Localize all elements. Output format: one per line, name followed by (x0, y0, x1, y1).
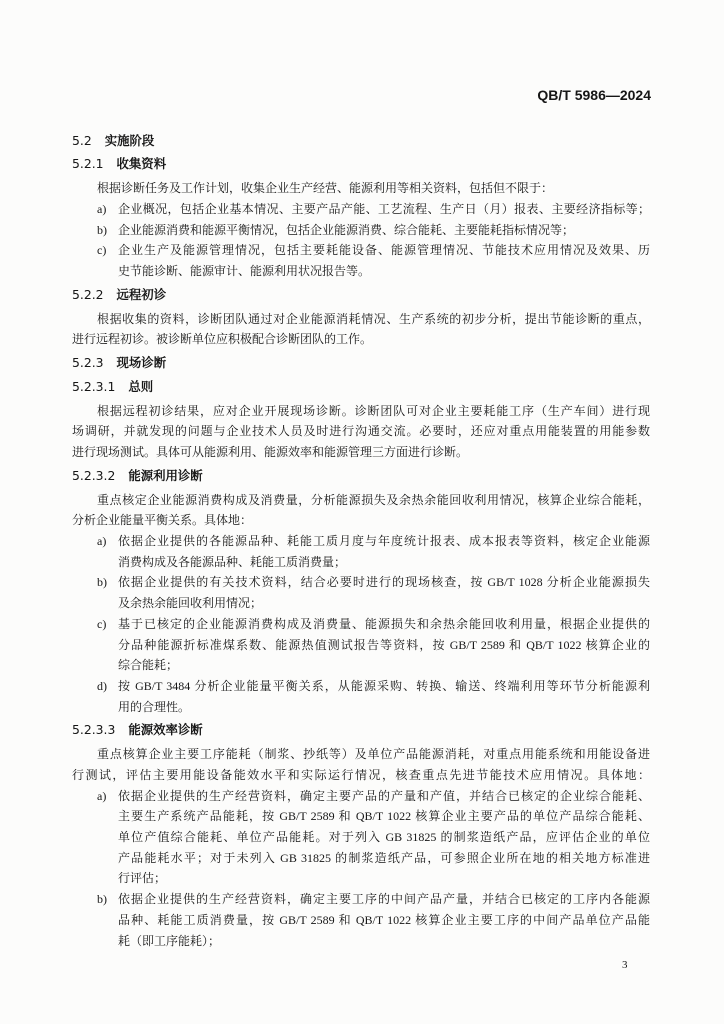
list-item-text (118, 572, 650, 613)
paragraph (72, 309, 650, 350)
text-line: 重点核定企业能源消费构成及消费量，分析能源损失及余热余能回收利用情况，核算企业综合能耗， (97, 492, 650, 507)
list-item-text (118, 531, 650, 572)
text-line: 根据远程初诊结果，应对企业开展现场诊断。诊断团队可对企业主要耗能工序（生产车间）进行现 (97, 403, 650, 418)
text-line: 企业概况，包括企业基本情况、主要产品产能、工艺流程、生产日（月）报表、主要经济指标等； (118, 201, 650, 216)
list-item-text (118, 786, 650, 890)
list-item-text (118, 240, 650, 281)
list-marker: a) (97, 788, 107, 803)
text-line: 及余热余能回收利用情况； (118, 596, 263, 611)
section-number: 5.2.2 (72, 286, 104, 302)
text-line: 行评估； (118, 871, 167, 886)
text-line: 主要生产系统产品能耗，按 GB/T 2589 和 QB/T 1022 核算企业主要产品的单位产品综合能耗、 (118, 809, 650, 824)
paragraph (72, 401, 650, 463)
list-marker: a) (97, 201, 107, 216)
text-line: 分析企业能量平衡关系。具体地： (72, 513, 253, 528)
list-item (72, 240, 650, 281)
paragraph (72, 744, 650, 785)
section-title: 现场诊断 (116, 355, 167, 371)
list-item (72, 786, 650, 890)
standard-code: QB/T 5986—2024 (537, 87, 651, 103)
text-line: 按 GB/T 3484 分析企业能量平衡关系，从能源采购、转换、输送、终端利用等环节分析能源利 (118, 678, 650, 693)
section-heading-5-2-3-1 (72, 377, 650, 398)
list-item-text (118, 614, 650, 676)
list-item (72, 220, 650, 241)
section-heading-5-2-1 (72, 154, 650, 175)
text-line: 进行远程初诊。被诊断单位应积极配合诊断团队的工作。 (72, 332, 373, 347)
list-item (72, 199, 650, 220)
section-title: 实施阶段 (104, 132, 155, 148)
text-line: 耗（即工序能耗）； (118, 933, 221, 948)
text-line: 依据企业提供的各能源品种、耗能工质月度与年度统计报表、成本报表等资料，核定企业能源 (118, 534, 650, 548)
text-line: 史节能诊断、能源审计、能源利用状况报告等。 (118, 263, 371, 278)
list-item-text (118, 199, 650, 220)
list-item (72, 614, 650, 676)
list-item-text (118, 676, 650, 717)
page-number: 3 (622, 959, 628, 971)
list-marker: d) (97, 678, 107, 693)
section-title: 总则 (128, 378, 154, 394)
list-marker: c) (97, 243, 107, 258)
section-title: 远程初诊 (116, 286, 167, 302)
section-number: 5.2.3.2 (72, 467, 116, 483)
text-line: 根据收集的资料，诊断团队通过对企业能源消耗情况、生产系统的初步分析，提出节能诊断的重点， (97, 311, 650, 326)
text-line: 企业能源消费和能源平衡情况，包括企业能源消费、综合能耗、主要能耗指标情况等； (118, 222, 575, 237)
document-body (72, 128, 650, 952)
list-marker: b) (97, 892, 107, 907)
text-line: 依据企业提供的有关技术资料，结合必要时进行的现场核查，按 GB/T 1028 分析企业能源损失 (118, 575, 650, 590)
section-number: 5.2.1 (72, 156, 104, 172)
section-number: 5.2 (72, 132, 92, 148)
paragraph (72, 490, 650, 531)
list-item (72, 676, 650, 717)
text-line: 依据企业提供的生产经营资料，确定主要产品的产量和产值，并结合已核定的企业综合能耗、 (118, 788, 650, 803)
section-heading-5-2 (72, 131, 650, 152)
list-marker: c) (97, 616, 107, 631)
list-item (72, 531, 650, 572)
text-line: 场调研，并就发现的问题与企业技术人员及时进行沟通交流。必要时，还应对重点用能装置的用能参数 (72, 424, 650, 439)
list-item-text (118, 889, 650, 951)
list-marker: b) (97, 222, 107, 237)
section-number: 5.2.3 (72, 355, 104, 371)
list-item (72, 572, 650, 613)
text-line: 行测试，评估主要用能设备能效水平和实际运行情况，核查重点先进节能技术应用情况。具体地： (72, 767, 650, 782)
section-heading-5-2-3 (72, 353, 650, 374)
section-heading-5-2-3-2 (72, 466, 650, 487)
list-item (72, 889, 650, 951)
text-line: 进行现场测试。具体可从能源利用、能源效率和能源管理三方面进行诊断。 (72, 445, 469, 460)
section-number: 5.2.3.1 (72, 378, 116, 394)
section-number: 5.2.3.3 (72, 722, 116, 738)
text-line: 依据企业提供的生产经营资料，确定主要工序的中间产品产量，并结合已核定的工序内各能源 (118, 892, 650, 907)
text-line: 重点核算企业主要工序能耗（制浆、抄纸等）及单位产品能源消耗，对重点用能系统和用能设备进 (97, 747, 650, 762)
text-line: 产品能耗水平；对于未列入 GB 31825 的制浆造纸产品，可参照企业所在地的相关地方标准进 (118, 850, 650, 865)
text-line: 品种、耗能工质消费量，按 GB/T 2589 和 QB/T 1022 核算企业主要工序的中间产品单位产品能 (118, 912, 650, 927)
section-heading-5-2-2 (72, 285, 650, 306)
text-line: 企业生产及能源管理情况，包括主要耗能设备、能源管理情况、节能技术应用情况及效果、历 (118, 243, 650, 258)
text-line: 用的合理性。 (118, 699, 191, 714)
section-title: 能源效率诊断 (128, 722, 203, 738)
text-line: 根据诊断任务及工作计划，收集企业生产经营、能源利用等相关资料，包括但不限于： (97, 181, 554, 196)
section-heading-5-2-3-3 (72, 720, 650, 741)
text-line: 消费构成及各能源品种、耗能工质消费量； (118, 554, 347, 569)
text-line: 综合能耗； (118, 658, 179, 673)
paragraph (72, 178, 650, 199)
section-title: 能源利用诊断 (128, 467, 203, 483)
list-marker: a) (97, 534, 107, 548)
list-marker: b) (97, 575, 107, 590)
text-line: 分品种能源折标准煤系数、能源热值测试报告等资料，按 GB/T 2589 和 QB/T 1022 核算企业的 (118, 637, 650, 652)
text-line: 基于已核定的企业能源消费构成及消费量、能源损失和余热余能回收利用量，根据企业提供的 (118, 616, 650, 631)
page-header (0, 0, 724, 110)
text-line: 单位产值综合能耗、单位产品能耗。对于列入 GB 31825 的制浆造纸产品，应评估企业的单位 (118, 830, 650, 845)
section-title: 收集资料 (116, 156, 167, 172)
list-item-text (118, 220, 650, 241)
